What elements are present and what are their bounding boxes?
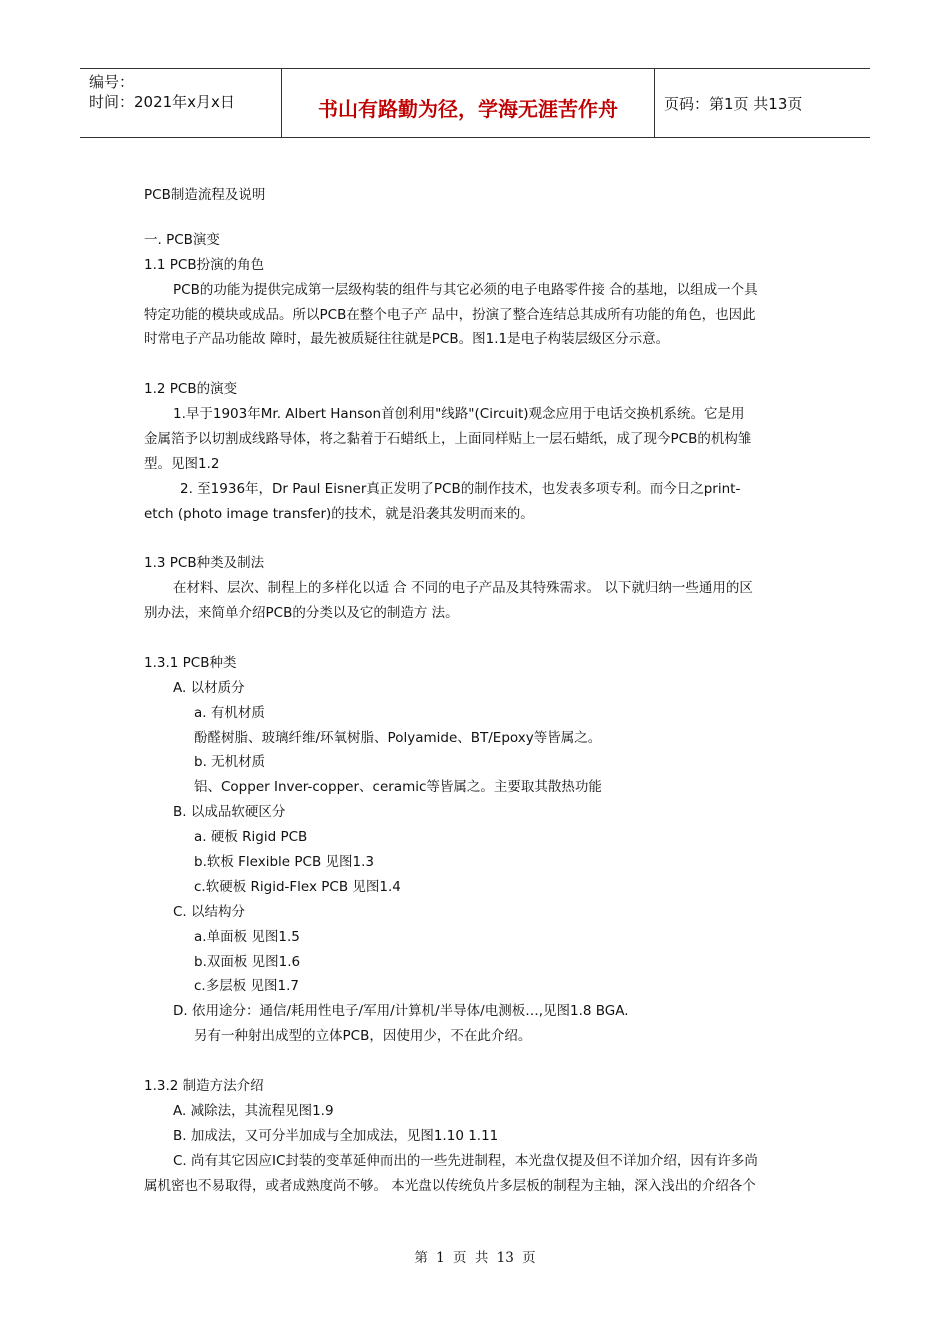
section-1-2-heading: 1.2 PCB的演变 [144,381,238,397]
list-item: b.软板 Flexible PCB 见图1.3 [194,854,374,870]
para-4-line-1: 在材料、层次、制程上的多样化以适 合 不同的电子产品及其特殊需求。 以下就归纳一些通用的区 [173,580,753,596]
header-left-cell [80,69,282,137]
list-item: c.多层板 见图1.7 [194,978,299,994]
list-item: a. 有机材质 [194,705,265,721]
para-1-line-3: 时常电子产品功能故 障时，最先被质疑往往就是PCB。图1.1是电子构装层级区分示意。 [144,331,670,347]
list-item: a.单面板 见图1.5 [194,929,300,945]
section-1-heading: 一. PCB演变 [144,232,220,248]
footer-word: 共 [474,1250,489,1266]
footer-word: 页 [453,1250,467,1266]
list-item: A. 以材质分 [173,680,245,696]
list-item: b. 无机材质 [194,754,266,770]
doc-title: PCB制造流程及说明 [144,187,266,203]
list-item: C. 尚有其它因应IC封装的变革延伸而出的一些先进制程，本光盘仅提及但不详加介绍，因有许多尚 [173,1153,758,1169]
footer-word: 第 [414,1250,428,1266]
para-1-line-2: 特定功能的模块或成品。所以PCB在整个电子产 品中，扮演了整合连结总其成所有功能的角色，也因此 [144,307,756,323]
header-right-cell [655,69,870,137]
footer-word: 页 [522,1250,536,1266]
header-center-cell [282,69,655,137]
footer-total-pages: 13 [496,1250,514,1266]
list-item: c.软硬板 Rigid-Flex PCB 见图1.4 [194,879,401,895]
section-1-3-heading: 1.3 PCB种类及制法 [144,555,265,571]
list-item: 酚醛树脂、玻璃纤维/环氧树脂、Polyamide、BT/Epoxy等皆属之。 [194,730,602,746]
list-item: A. 减除法，其流程见图1.9 [173,1103,334,1119]
list-item: 属机密也不易取得，或者成熟度尚不够。 本光盘以传统负片多层板的制程为主轴，深入浅出的介绍各个 [144,1178,756,1194]
header-motto: 书山有路勤为径，学海无涯苦作舟 [318,97,618,121]
section-1-3-1-heading: 1.3.1 PCB种类 [144,655,237,671]
para-3-line-2: etch (photo image transfer)的技术，就是沿袭其发明而来的。 [144,506,534,522]
header-table [80,68,870,138]
list-item: b.双面板 见图1.6 [194,954,301,970]
section-1-1-heading: 1.1 PCB扮演的角色 [144,257,265,273]
list-item: 另有一种射出成型的立体PCB，因使用少，不在此介绍。 [194,1028,532,1044]
para-3-line-1: 2. 至1936年，Dr Paul Eisner真正发明了PCB的制作技术，也发表多项专利。而今日之print- [180,481,741,497]
header-page-label: 页码：第1页 共13页 [664,95,803,113]
list-item: a. 硬板 Rigid PCB [194,829,308,845]
footer-page-number: 1 [436,1250,445,1266]
para-1-line-1: PCB的功能为提供完成第一层级构装的组件与其它必须的电子电路零件接 合的基地，以组成一个具 [173,282,758,298]
list-item: B. 以成品软硬区分 [173,804,286,820]
section-1-3-2-heading: 1.3.2 制造方法介绍 [144,1078,264,1094]
para-2-line-2: 金属箔予以切割成线路导体，将之黏着于石蜡纸上，上面同样贴上一层石蜡纸，成了现今PCB的机构雏 [144,431,752,447]
para-2-line-3: 型。见图1.2 [144,456,220,472]
para-2-line-1: 1.早于1903年Mr. Albert Hanson首创利用"线路"(Circuit)观念应用于电话交换机系统。它是用 [173,406,745,422]
doc-number-label: 编号： [89,73,135,91]
list-item: C. 以结构分 [173,904,246,920]
list-item: D. 依用途分：通信/耗用性电子/军用/计算机/半导体/电测板…,见图1.8 BGA. [173,1003,629,1019]
list-item: 铝、Copper Inver-copper、ceramic等皆属之。主要取其散热功能 [194,779,602,795]
list-item: B. 加成法，又可分半加成与全加成法，见图1.10 1.11 [173,1128,499,1144]
para-4-line-2: 别办法，来简单介绍PCB的分类以及它的制造方 法。 [144,605,459,621]
page-footer [0,1246,950,1266]
doc-time-label: 时间：2021年x月x日 [89,93,235,111]
